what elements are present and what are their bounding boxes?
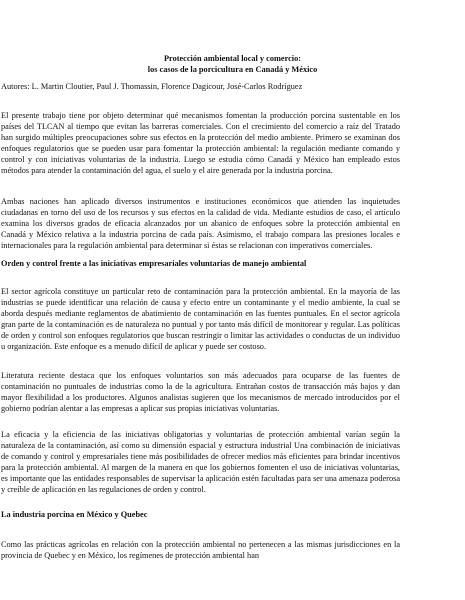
section-heading-industria-porcina: La industria porcina en México y Quebec — [1, 510, 148, 519]
paragraph-efficacy: La eficacia y la eficiencia de las iniciativas obligatorias y voluntarias de protección ambiental varían según la naturaleza de la contaminación, así como su dimensión espacial y estructura industrial Una combinación de iniciativas de comando y control y empresariales tiene más posibilidades de ofrecer medios más eficientes para brindar incentivos para la protección ambiental. Al margen de la manera en que los gobiernos fomenten el uso de iniciativas voluntarias, es importante que las entidades responsables de supervisar la aplicación estén facultadas para ser una amenaza poderosa y creíble de aplicación en las regulaciones de orden y control. — [1, 430, 400, 494]
title-line-2: los casos de la porcicultura en Canadá y México — [147, 65, 318, 74]
paragraph-case-studies: Ambas naciones han aplicado diversos instrumentos e instituciones económicos que atienden las inquietudes ciudadanas en torno del uso de los recursos y sus efectos en la calidad de vida. Mediante estudios de caso, el artículo examina los diversos grados de eficacia alcanzados por un abanico de enfoques sobre la protección ambiental en Canadá y México relativa a la industria porcina de cada país. Asimismo, el trabajo compara las presiones locales e internacionales para la regulación ambiental para determinar si éstas se relacionan con imperativos comerciales. — [1, 197, 400, 250]
paragraph-voluntary-approaches: Literatura reciente destaca que los enfoques voluntarios son más adecuados para ocuparse de las fuentes de contaminación no puntuales de industrias como la de la agricultura. Entrañan costos de transacción más bajos y dan mayor flexibilidad a los productores. Algunos analistas sugieren que los mecanismos de mercado introducidos por el gobierno podrían alentar a las empresas a aplicar sus propias iniciativas voluntarias. — [1, 371, 400, 414]
title-line-1: Protección ambiental local y comercio: — [163, 54, 301, 63]
document-title — [0, 53, 465, 75]
paragraph-introduction: El presente trabajo tiene por objeto determinar qué mecanismos fomentan la producción porcina sustentable en los países del TLCAN al tiempo que evitan las barreras comerciales. Con el crecimiento del comercio a raíz del Tratado han surgido múltiples preocupaciones sobre sus efectos en la protección del medio ambiente. Primero se examinan dos enfoques regulatorios que se pueden usar para fomentar la protección ambiental: la regulación mediante comando y control y con iniciativas voluntarias de la industria. Luego se estudia cómo Canadá y México han empleado estos métodos para atender la contaminación del agua, el suelo y el aire generada por la industria porcina. — [1, 111, 400, 175]
authors-line: Autores: L. Martin Cloutier, Paul J. Thomassin, Florence Dagicour, José-Carlos Rodríguez — [1, 82, 303, 91]
section-heading-orden-y-control: Orden y control frente a las iniciativas empresariales voluntarias de manejo ambiental — [1, 259, 307, 268]
paragraph-agricultural-practices: Como las prácticas agrícolas en relación con la protección ambiental no pertenecen a las mismas jurisdicciones en la provincia de Quebec y en México, los regímenes de protección ambiental han — [1, 540, 400, 561]
paragraph-agricultural-sector: El sector agrícola constituye un particular reto de contaminación para la protección ambiental. En la mayoría de las industrias se puede identificar una relación de causa y efecto entre un contaminante y el medio ambiente, la cual se aborda después mediante reglamentos de abatimiento de contaminación en las fuentes puntuales. En el sector agrícola gran parte de la contaminación es de naturaleza no puntual y por tanto más difícil de monitorear y regular. Las políticas de orden y control son enfoques regulatorios que buscan restringir o limitar las actividades o conductas de un individuo u organización. Este enfoque es a menudo difícil de aplicar y puede ser costoso. — [1, 287, 400, 351]
